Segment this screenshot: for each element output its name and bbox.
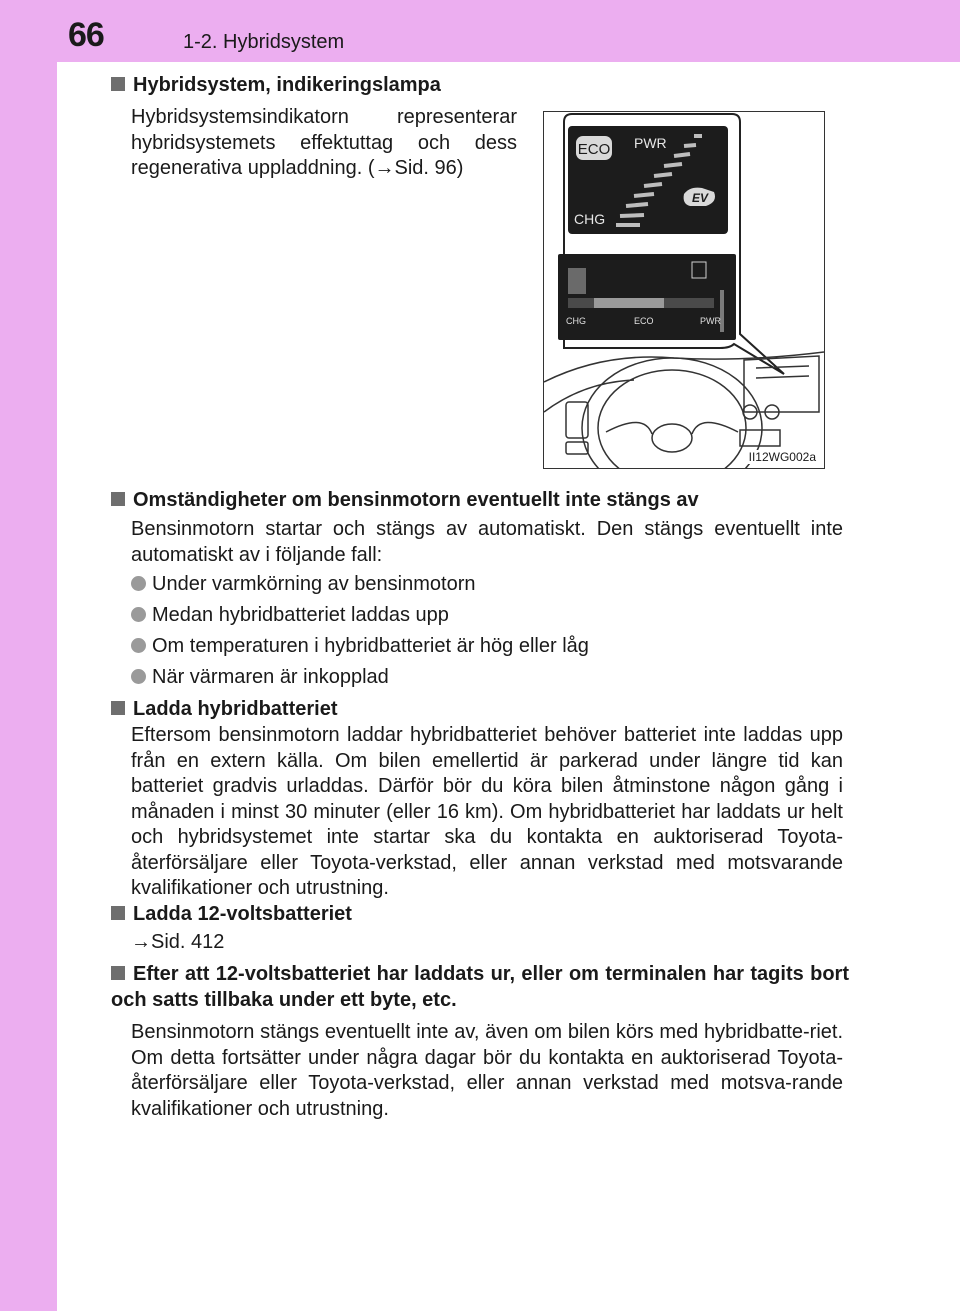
bullet-text: Medan hybridbatteriet laddas upp <box>152 604 449 626</box>
dashboard-illustration <box>544 112 824 468</box>
heading-charge-12v <box>111 902 871 928</box>
heading-text: Efter att 12-voltsbatteriet har laddats ur, eller om terminalen har tagits bort och satts tillbaka under ett byte, etc. <box>111 963 849 1011</box>
bullet-dot-icon <box>131 576 146 591</box>
eco-label: ECO <box>577 141 611 158</box>
heading-text: Ladda hybridbatteriet <box>133 698 338 720</box>
section-title: 1-2. Hybridsystem <box>183 31 345 53</box>
section1-line-2: hybridsystemets effektuttag och dess <box>131 131 517 154</box>
heading-text: Hybridsystem, indikeringslampa <box>133 74 441 96</box>
bullet-dot-icon <box>131 607 146 622</box>
power-bar-fill <box>594 298 664 308</box>
battery-icon <box>568 268 586 294</box>
bullet-dot-icon <box>131 669 146 684</box>
heading-after-discharge <box>111 962 849 1013</box>
display-chg-label: CHG <box>566 316 586 326</box>
heading-engine-stop <box>111 488 871 514</box>
section1-line-1: Hybridsystemsindikatorn representerar <box>131 106 517 128</box>
bullet-dot-icon <box>131 638 146 653</box>
bullet-text: När värmaren är inkopplad <box>152 666 389 688</box>
bullet-item <box>131 603 449 628</box>
ev-label: EV <box>691 191 709 205</box>
display-pwr-label: PWR <box>700 316 721 326</box>
bullet-text: Under varmkörning av bensinmotorn <box>152 573 476 595</box>
section4-reference: →Sid. 412 <box>131 931 225 953</box>
heading-text: Ladda 12-voltsbatteriet <box>133 903 352 925</box>
section1-text <box>131 105 517 182</box>
heading-square-icon <box>111 966 125 980</box>
heading-square-icon <box>111 492 125 506</box>
side-color-bar <box>0 0 57 1311</box>
heading-hybrid-indicator <box>111 73 531 99</box>
section2-text: Bensinmotorn startar och stängs av automatiskt. Den stängs eventuellt inte automatiskt av i följande fall: <box>131 518 843 566</box>
figure-label: II12WG002a <box>748 450 816 464</box>
multi-display <box>558 254 736 340</box>
bullet-item <box>131 665 389 690</box>
section3-text: Eftersom bensinmotorn laddar hybridbatteriet behöver batteriet inte laddas upp från en extern källa. Om bilen emellertid är parkerad under längre tid kan batteriet gradvis urladdas. Därför bör du köra bilen åtminstone någon gång i månaden i minst 30 minuter (eller 16 km). Om hybridbatteriet har laddats ur helt och hybridsystemet inte startar ska du kontakta en auktoriserad Toyota-återförsäljare eller Toyota-verkstad, eller annan verkstad med motsvarande kvalifikationer och utrustning. <box>131 724 843 899</box>
pwr-label: PWR <box>634 135 667 151</box>
bullet-item <box>131 572 476 597</box>
display-eco-label: ECO <box>634 316 654 326</box>
hybrid-indicator-figure <box>543 111 825 469</box>
page-number: 66 <box>68 16 104 54</box>
heading-square-icon <box>111 701 125 715</box>
bullet-item <box>131 634 589 659</box>
heading-square-icon <box>111 77 125 91</box>
chg-label: CHG <box>574 211 606 227</box>
section1-line-3: regenerativa uppladdning. (→Sid. 96) <box>131 157 464 179</box>
section5-text: Bensinmotorn stängs eventuellt inte av, även om bilen körs med hybridbatte-riet. Om detta fortsätter under några dagar bör du kontakta en auktoriserad Toyota-återförsäljare eller Toyota-verkstad, eller annan verkstad med motsva-rande kvalifikationer och utrustning. <box>131 1021 843 1120</box>
heading-charge-hybrid <box>111 697 871 723</box>
heading-square-icon <box>111 906 125 920</box>
bullet-text: Om temperaturen i hybridbatteriet är hög eller låg <box>152 635 589 657</box>
heading-text: Omständigheter om bensinmotorn eventuellt inte stängs av <box>133 489 699 511</box>
